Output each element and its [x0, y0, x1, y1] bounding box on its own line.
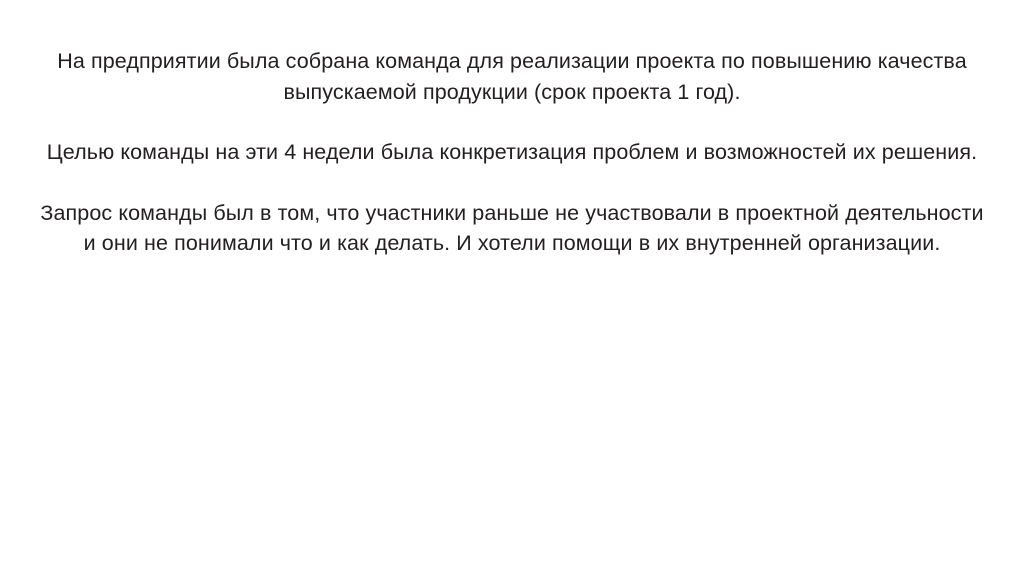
paragraph-spacer-2	[40, 168, 984, 198]
paragraph-project-context: На предприятии была собрана команда для реализации проекта по повышению качества выпускаемой продукции (срок проекта 1 год).	[57, 49, 967, 104]
paragraph-team-goal: Целью команды на эти 4 недели была конкретизация проблем и возможностей их решения.	[46, 140, 978, 165]
slide-body	[40, 46, 984, 259]
paragraph-spacer-1	[40, 107, 984, 137]
paragraph-team-request: Запрос команды был в том, что участники раньше не участвовали в проектной деятельности и они не понимали что и как делать. И хотели помощи в их внутренней организации.	[40, 200, 984, 256]
